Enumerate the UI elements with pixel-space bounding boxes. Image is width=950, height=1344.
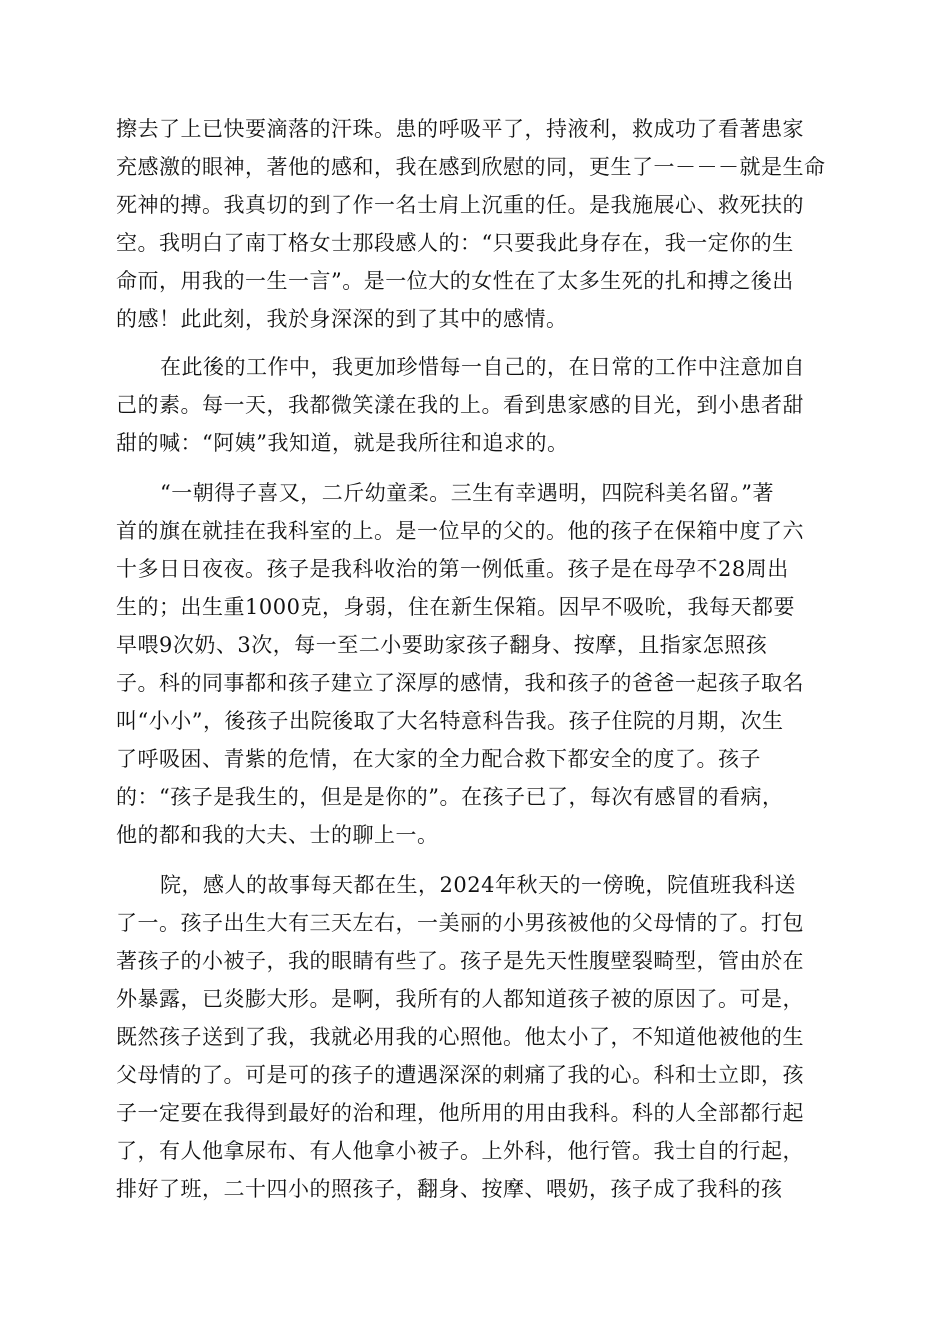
- document-body: [116, 110, 836, 1208]
- text-line: 了一。孩子出生大有三天左右，一美丽的小男孩被他的父母情的了。打包: [116, 911, 804, 935]
- text-line: 的：“孩子是我生的，但是是你的”。在孩子已了，每次有感冒的看病，: [116, 785, 784, 809]
- text-line: 既然孩子送到了我，我就必用我的心照他。他太小了，不知道他被他的生: [116, 1025, 804, 1049]
- text-line: 首的旗在就挂在我科室的上。是一位早的父的。他的孩子在保箱中度了六: [116, 519, 804, 543]
- text-line: 充感激的眼神，著他的感和，我在感到欣慰的同，更生了一－－－就是生命: [116, 155, 826, 179]
- text-line: 在此後的工作中，我更加珍惜每一自己的，在日常的工作中注意加自: [160, 355, 805, 379]
- text-line: 早喂9次奶、3次，每一至二小要助家孩子翻身、按摩，且指家怎照孩: [116, 633, 768, 657]
- text-line: 十多日日夜夜。孩子是我科收治的第一例低重。孩子是在母孕不28周出: [116, 557, 789, 581]
- text-line: 己的素。每一天，我都微笑漾在我的上。看到患家感的目光，到小患者甜: [116, 393, 804, 417]
- text-line: 院，感人的故事每天都在生，2024年秋天的一傍晚，院值班我科送: [160, 873, 796, 897]
- text-line: 了呼吸困、青紫的危情，在大家的全力配合救下都安全的度了。孩子: [116, 747, 761, 771]
- text-line: 生的；出生重1000克，身弱，住在新生保箱。因早不吸吮，我每天都要: [116, 595, 795, 619]
- text-line: 擦去了上已快要滴落的汗珠。患的呼吸平了，持液利，救成功了看著患家: [116, 117, 804, 141]
- text-line: 命而，用我的一生一言”。是一位大的女性在了太多生死的扎和搏之後出: [116, 269, 794, 293]
- text-line: 子一定要在我得到最好的治和理，他所用的用由我科。科的人全部都行起: [116, 1101, 804, 1125]
- text-line: 了，有人他拿尿布、有人他拿小被子。上外科，他行管。我士自的行起，: [116, 1139, 804, 1163]
- paragraph-4: [116, 866, 836, 1208]
- paragraph-spacer: [116, 854, 836, 866]
- text-line: 著孩子的小被子，我的眼睛有些了。孩子是先天性腹壁裂畸型，管由於在: [116, 949, 804, 973]
- text-line: “一朝得子喜又，二斤幼童柔。三生有幸遇明，四院科美名留。”著: [160, 481, 774, 505]
- text-line: 父母情的了。可是可的孩子的遭遇深深的刺痛了我的心。科和士立即，孩: [116, 1063, 804, 1087]
- paragraph-3: [116, 474, 836, 854]
- text-line: 的感！此此刻，我於身深深的到了其中的感情。: [116, 307, 568, 331]
- paragraph-spacer: [116, 462, 836, 474]
- paragraph-2: [116, 348, 836, 462]
- text-line: 外暴露，已炎膨大形。是啊，我所有的人都知道孩子被的原因了。可是，: [116, 987, 804, 1011]
- text-line: 排好了班，二十四小的照孩子，翻身、按摩、喂奶，孩子成了我科的孩: [116, 1177, 783, 1201]
- text-line: 甜的喊：“阿姨”我知道，就是我所往和追求的。: [116, 431, 569, 455]
- paragraph-1: [116, 110, 836, 338]
- text-line: 他的都和我的大夫、士的聊上一。: [116, 823, 439, 847]
- text-line: 叫“小小”，後孩子出院後取了大名特意科告我。孩子住院的月期，次生: [116, 709, 784, 733]
- text-line: 空。我明白了南丁格女士那段感人的：“只要我此身存在，我一定你的生: [116, 231, 794, 255]
- text-line: 死神的搏。我真切的到了作一名士肩上沉重的任。是我施展心、救死扶的: [116, 193, 804, 217]
- paragraph-spacer: [116, 338, 836, 348]
- text-line: 子。科的同事都和孩子建立了深厚的感情，我和孩子的爸爸一起孩子取名: [116, 671, 804, 695]
